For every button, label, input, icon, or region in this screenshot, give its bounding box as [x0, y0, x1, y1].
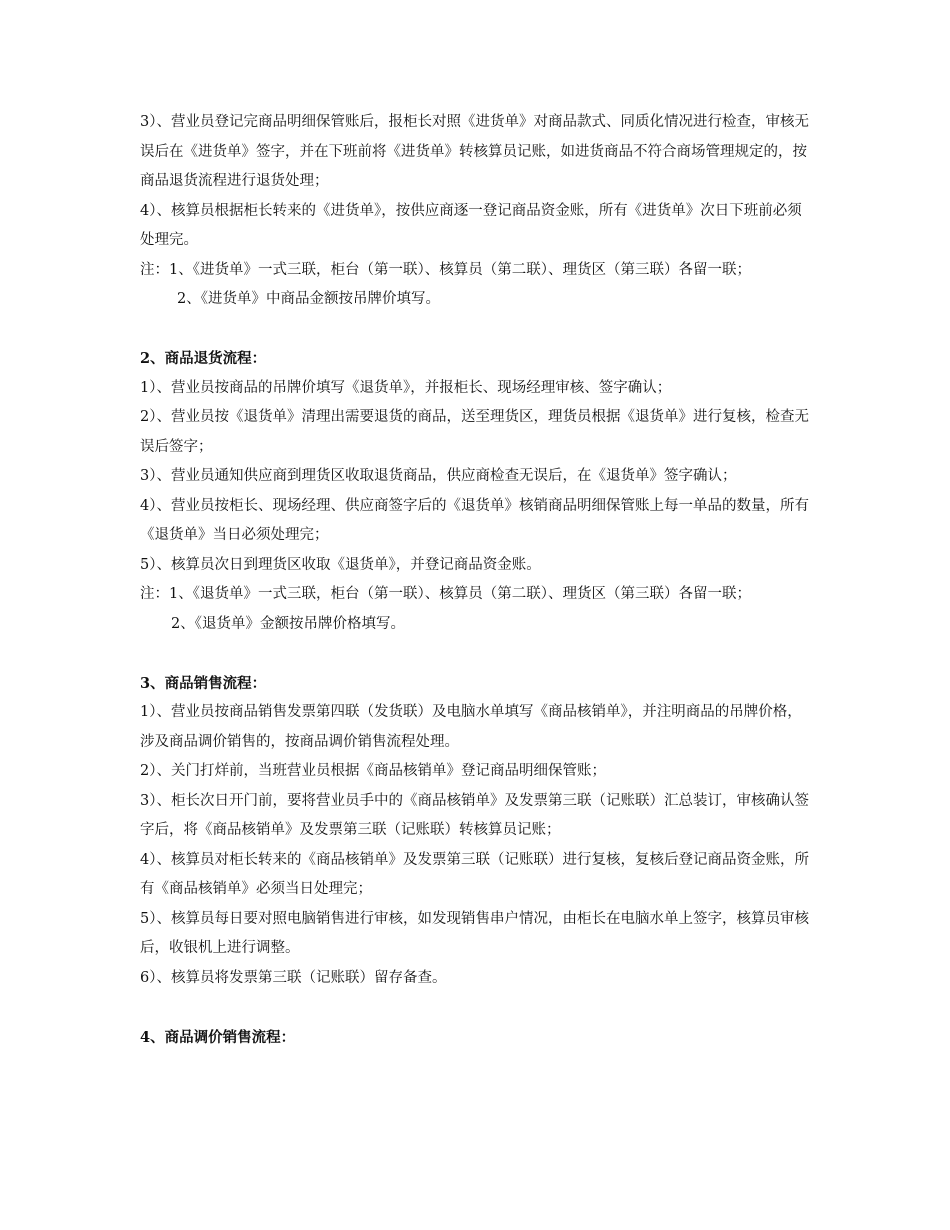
- paragraph-s2-item-5: 5）、核算员次日到理货区收取《退货单》，并登记商品资金账。: [140, 556, 541, 573]
- paragraph-s1-item-3: 3）、营业员登记完商品明细保管账后，报柜长对照《进货单》对商品款式、同质化情况进行检查，审核无误后在《进货单》签字，并在下班前将《进货单》转核算员记账，如进货商品不符合商场管理规定的，按商品退货流程进行退货处理；: [140, 114, 809, 189]
- paragraph-s2-item-2: 2）、营业员按《退货单》清理出需要退货的商品，送至理货区，理货员根据《退货单》进行复核，检查无误后签字；: [140, 409, 809, 455]
- section-heading-sales: 3、商品销售流程：: [140, 674, 267, 692]
- paragraph-s3-item-2: 2）、关门打烊前，当班营业员根据《商品核销单》登记商品明细保管账；: [140, 763, 606, 779]
- paragraph-s3-item-1: 1）、营业员按商品销售发票第四联（发货联）及电脑水单填写《商品核销单》，并注明商品的吊牌价格，涉及商品调价销售的，按商品调价销售流程处理。: [140, 704, 802, 750]
- paragraph-s3-item-3: 3）、柜长次日开门前，要将营业员手中的《商品核销单》及发票第三联（记账联）汇总装订，审核确认签字后，将《商品核销单》及发票第三联（记账联）转核算员记账；: [140, 792, 809, 838]
- spacer: [140, 639, 810, 669]
- paragraph-s2-note-1: 注：1、《退货单》一式三联，柜台（第一联）、核算员（第二联）、理货区（第三联）各留一联；: [140, 586, 751, 602]
- paragraph-s1-note-2: 2、《进货单》中商品金额按吊牌价填写。: [177, 291, 440, 307]
- paragraph-s3-item-4: 4）、核算员对柜长转来的《商品核销单》及发票第三联（记账联）进行复核，复核后登记商品资金账，所有《商品核销单》必须当日处理完；: [140, 851, 809, 897]
- paragraph-s3-item-5: 5）、核算员每日要对照电脑销售进行审核，如发现销售串户情况，由柜长在电脑水单上签字，核算员审核后，收银机上进行调整。: [140, 910, 809, 956]
- document-page: [140, 108, 810, 1052]
- paragraph-s3-item-6: 6）、核算员将发票第三联（记账联）留存备查。: [140, 969, 447, 986]
- spacer: [140, 315, 810, 345]
- spacer: [140, 993, 810, 1023]
- section-heading-price-adjust: 4、商品调价销售流程：: [140, 1028, 296, 1046]
- paragraph-s1-item-4: 4）、核算员根据柜长转来的《进货单》，按供应商逐一登记商品资金账，所有《进货单》次日下班前必须处理完。: [140, 202, 802, 248]
- paragraph-s2-item-1: 1）、营业员按商品的吊牌价填写《退货单》，并报柜长、现场经理审核、签字确认；: [140, 379, 672, 396]
- section-heading-return: 2、商品退货流程：: [140, 350, 267, 367]
- paragraph-s1-note-1: 注：1、《进货单》一式三联，柜台（第一联）、核算员（第二联）、理货区（第三联）各留一联；: [140, 261, 751, 278]
- paragraph-s2-item-3: 3）、营业员通知供应商到理货区收取退货商品，供应商检查无误后，在《退货单》签字确认；: [140, 468, 737, 484]
- paragraph-s2-item-4: 4）、营业员按柜长、现场经理、供应商签字后的《退货单》核销商品明细保管账上每一单品的数量，所有《退货单》当日必须处理完；: [140, 497, 809, 543]
- paragraph-s2-note-2: 2、《退货单》金额按吊牌价格填写。: [171, 615, 405, 632]
